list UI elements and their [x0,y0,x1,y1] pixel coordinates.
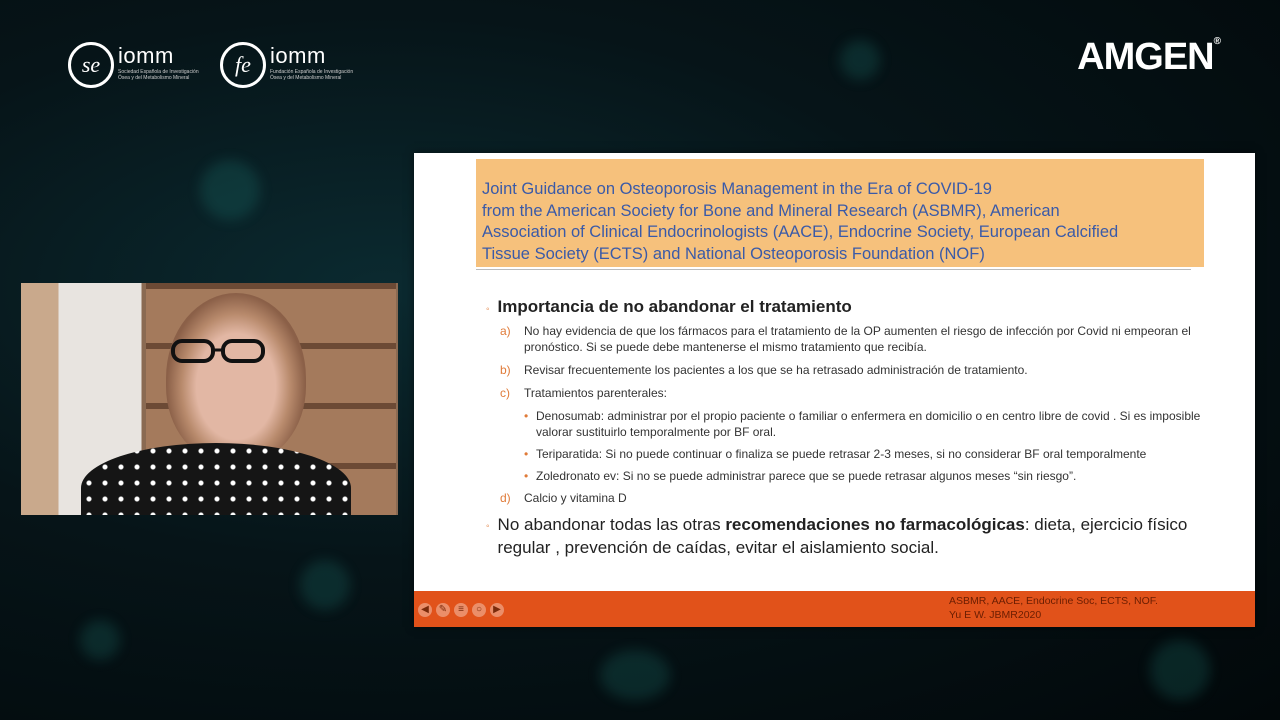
pen-icon[interactable]: ✎ [436,603,450,617]
bullet-icon: • [524,469,529,483]
speaker-video [21,283,398,515]
arrow-right-icon[interactable]: ▶ [490,603,504,617]
speaker-head [166,293,306,463]
slide-title-line: Tissue Society (ECTS) and National Osteoporosis Foundation (NOF) [482,244,985,263]
slide-reference: ASBMR, AACE, Endocrine Soc, ECTS, NOF. Yu E W. JBMR2020 [949,595,1158,621]
list-item: d) Calcio y vitamina D [500,491,627,505]
sub-item-list [524,408,1226,484]
slide-nav-controls [418,603,504,617]
list-item: c) Tratamientos parenterales: [500,386,667,400]
sub-list-item: • Teriparatida: Si no puede continuar o finaliza se puede retrasar 2-3 meses, si no considerar BF oral temporalmente [524,447,1147,461]
partner-logos [68,42,360,88]
slide-title-line: Association of Clinical Endocrinologists (AACE), Endocrine Society, European Calcified [482,223,1119,241]
list-item: b) Revisar frecuentemente los pacientes a los que se ha retrasado administración de tratamiento. [500,363,1028,377]
seiomm-logo-name: iomm [118,43,174,68]
bullet-icon: • [524,409,529,423]
background-bokeh [840,40,880,80]
sub-list-item: • Zoledronato ev: Si no se puede administrar parece que se puede retrasar algunos meses “sin riesgo”. [524,469,1077,483]
slide-title-line: Joint Guidance on Osteoporosis Management in the Era of COVID-19 [482,180,992,198]
bullet-icon: ◦ [486,521,490,532]
background-bokeh [1150,640,1210,700]
list-item: a) No hay evidencia de que los fármacos para el tratamiento de la OP aumenten el riesgo de infección por Covid ni empeoran el pronóstico. Si se puede debe mantenerse el mismo tratamiento que recibía. [500,324,1191,354]
secondary-bullet: ◦ No abandonar todas las otras recomendaciones no farmacológicas: dieta, ejercicio físico regular , prevención de caídas, evitar el aislamiento social. [486,515,1188,557]
bullet-icon: • [524,447,529,461]
slide-title-line: from the American Society for Bone and Mineral Research (ASBMR), American [482,201,1060,220]
slide-footer-bar [414,591,1255,627]
arrow-left-icon[interactable]: ◀ [418,603,432,617]
sub-list-item: • Denosumab: administrar por el propio paciente o familiar o enfermera en domicilio o en centro libre de covid . Si es imposible valorar sustituirlo temporalmente por BF oral. [524,409,1201,439]
background-bokeh [300,560,350,610]
amgen-logo: AMGEN® [1077,36,1220,78]
slide-content [486,297,1226,559]
item-list [486,323,1226,506]
circle-icon[interactable]: ○ [472,603,486,617]
slide-title [476,159,1204,267]
feiomm-logo-subtitle: Fundación Española de Investigación Ósea y del Metabolismo Mineral [270,69,354,81]
title-divider [476,269,1191,270]
glasses [171,338,271,364]
seiomm-logo-subtitle: Sociedad Española de Investigación Ósea y del Metabolismo Mineral [118,69,199,81]
feiomm-logo-mark: fe [220,42,266,88]
section-heading: ◦ Importancia de no abandonar el tratamiento [486,297,852,316]
menu-icon[interactable]: ≡ [454,603,468,617]
seiomm-logo-mark: se [68,42,114,88]
background-bokeh [80,620,120,660]
presentation-slide [414,153,1255,627]
seiomm-logo [68,42,208,88]
feiomm-logo-name: iomm [270,43,326,68]
background-bokeh [600,650,670,700]
background-bokeh [200,160,260,220]
bullet-icon: ◦ [486,304,490,315]
feiomm-logo [220,42,360,88]
